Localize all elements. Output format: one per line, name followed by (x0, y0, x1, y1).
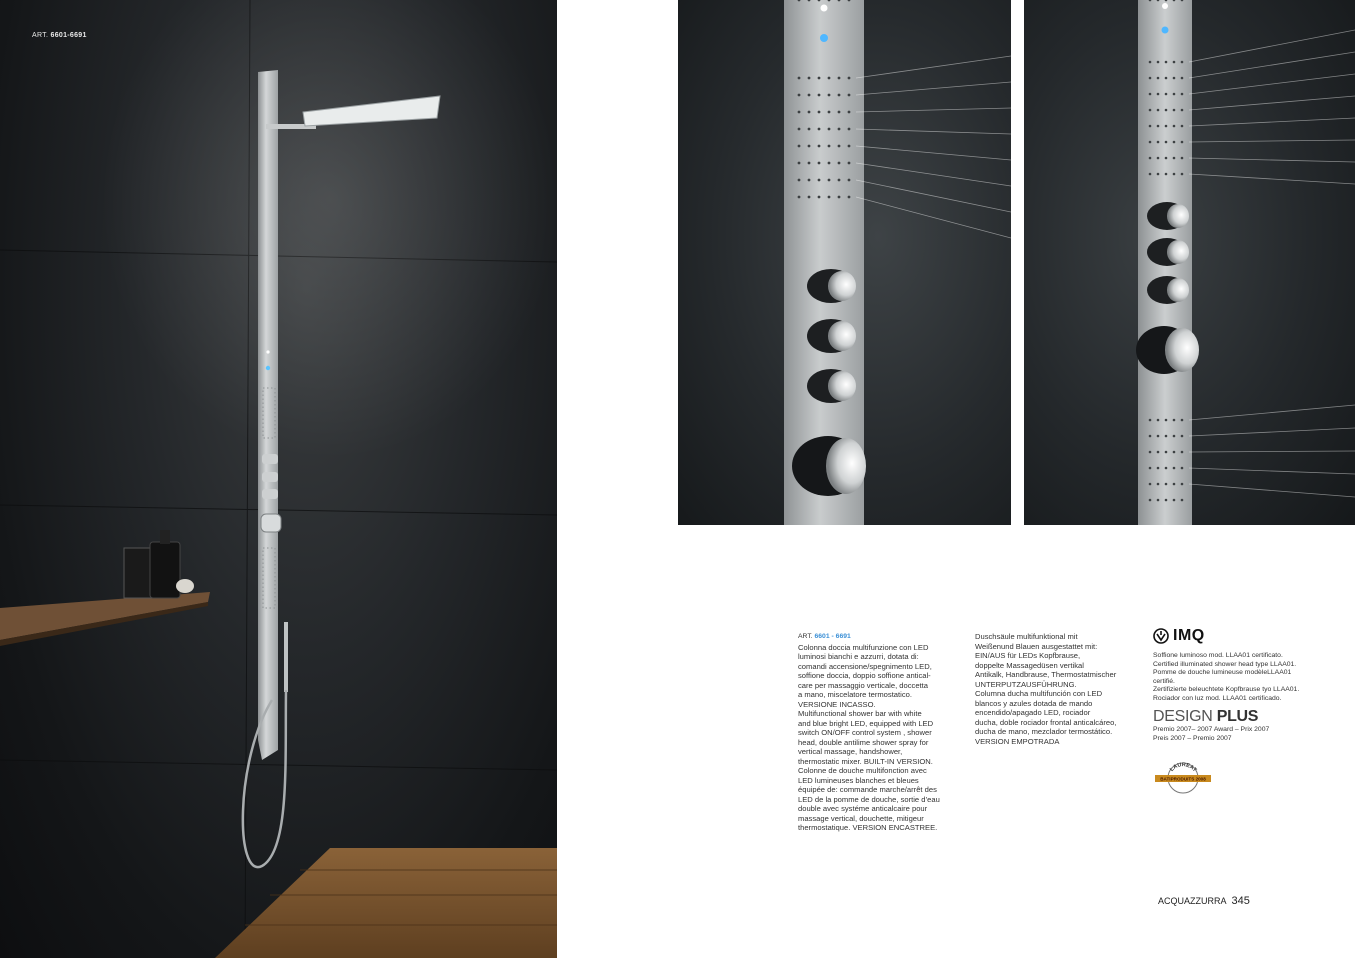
shower-column-photo (0, 0, 557, 958)
description-german: Duschsäule multifunktional mit Weißenund Blauen ausgestattet mit: EIN/AUS für LEDs Kopfbrause, doppelte Massagedüsen vertikal Antikalk, Handbrause, Thermostatmischer UNTERPUTZAUSFÜHRUNG. (975, 632, 1117, 689)
imq-logo (1153, 628, 1323, 644)
jets-detail-illustration (1024, 0, 1355, 525)
certifications-column (1153, 628, 1323, 799)
laureat-banner-text: BATIPRODUITS 2008 (1160, 776, 1206, 782)
photo-art-label (32, 32, 87, 39)
laureat-top-text: LAUREAT (1169, 762, 1198, 774)
spec-column-2 (975, 632, 1127, 746)
art-number: 6601 - 6691 (814, 633, 851, 640)
page-number: 345 (1231, 895, 1250, 907)
imq-certification-text: Soffione luminoso mod. LLAA01 certificato. Certified illuminated shower head type LLAA01. Pomme de douche lumineuse modèleLLAA01 certifié. Zertifizierte beleuchtete Kopfbrause tyo LLAA01. Rociador con luz mod. LLAA01 certificado. (1153, 652, 1300, 702)
imq-label: IMQ (1173, 626, 1205, 644)
design-plus-word-2: PLUS (1216, 707, 1259, 725)
laureat-seal-icon (1153, 761, 1213, 795)
spec-art-label (798, 632, 950, 642)
laureat-seal (1153, 761, 1323, 799)
description-english: Multifunctional shower bar with white and blue bright LED, equipped with LED switch ON/OFF control system , shower head, double antilime shower spray for vertical massage, handshower, thermostatic mixer. BUILT-IN VERSION. (798, 709, 934, 766)
brand-name: ACQUAZZURRA (1158, 896, 1227, 906)
page-footer (1158, 895, 1250, 907)
detail-photo-controls (678, 0, 1011, 525)
art-prefix: ART. (32, 32, 49, 39)
design-plus-award-text: Premio 2007– 2007 Award – Prix 2007 Preis 2007 – Premio 2007 (1153, 726, 1270, 742)
art-prefix: ART. (798, 633, 813, 640)
design-plus-logo (1153, 707, 1323, 725)
art-number: 6601-6691 (50, 32, 87, 39)
detail-photo-jets (1024, 0, 1355, 525)
spec-column-1 (798, 632, 950, 833)
design-plus-word-1: DESIGN (1153, 707, 1213, 725)
description-italian: Colonna doccia multifunzione con LED luminosi bianchi e azzurri, dotata di: comandi accensione/spegnimento LED, soffione doccia, doppio soffione antical- care per massaggio verticale, doccetta a mano, miscelatore termostatico. VERSIONE INCASSO. (798, 642, 932, 709)
controls-detail-illustration (678, 0, 1011, 525)
description-french: Colonne de douche multifonction avec LED lumineuses blanches et bleues équipée de: commande marche/arrêt des LED de la pomme de douche, sortie d’eau double avec systéme anticalcaire pour massage vertical, douchette, mitigeur thermostatique. VERSION ENCASTREE. (798, 766, 940, 832)
imq-icon (1153, 628, 1169, 644)
shower-scene-illustration (0, 0, 557, 958)
description-spanish: Columna ducha multifunción con LED blancos y azules dotada de mando encendido/apagado LED, rociador ducha, doble rociador frontal anticalcáreo, ducha de mano, mezclador termostático. VERSION EMPOTRADA (975, 689, 1117, 746)
